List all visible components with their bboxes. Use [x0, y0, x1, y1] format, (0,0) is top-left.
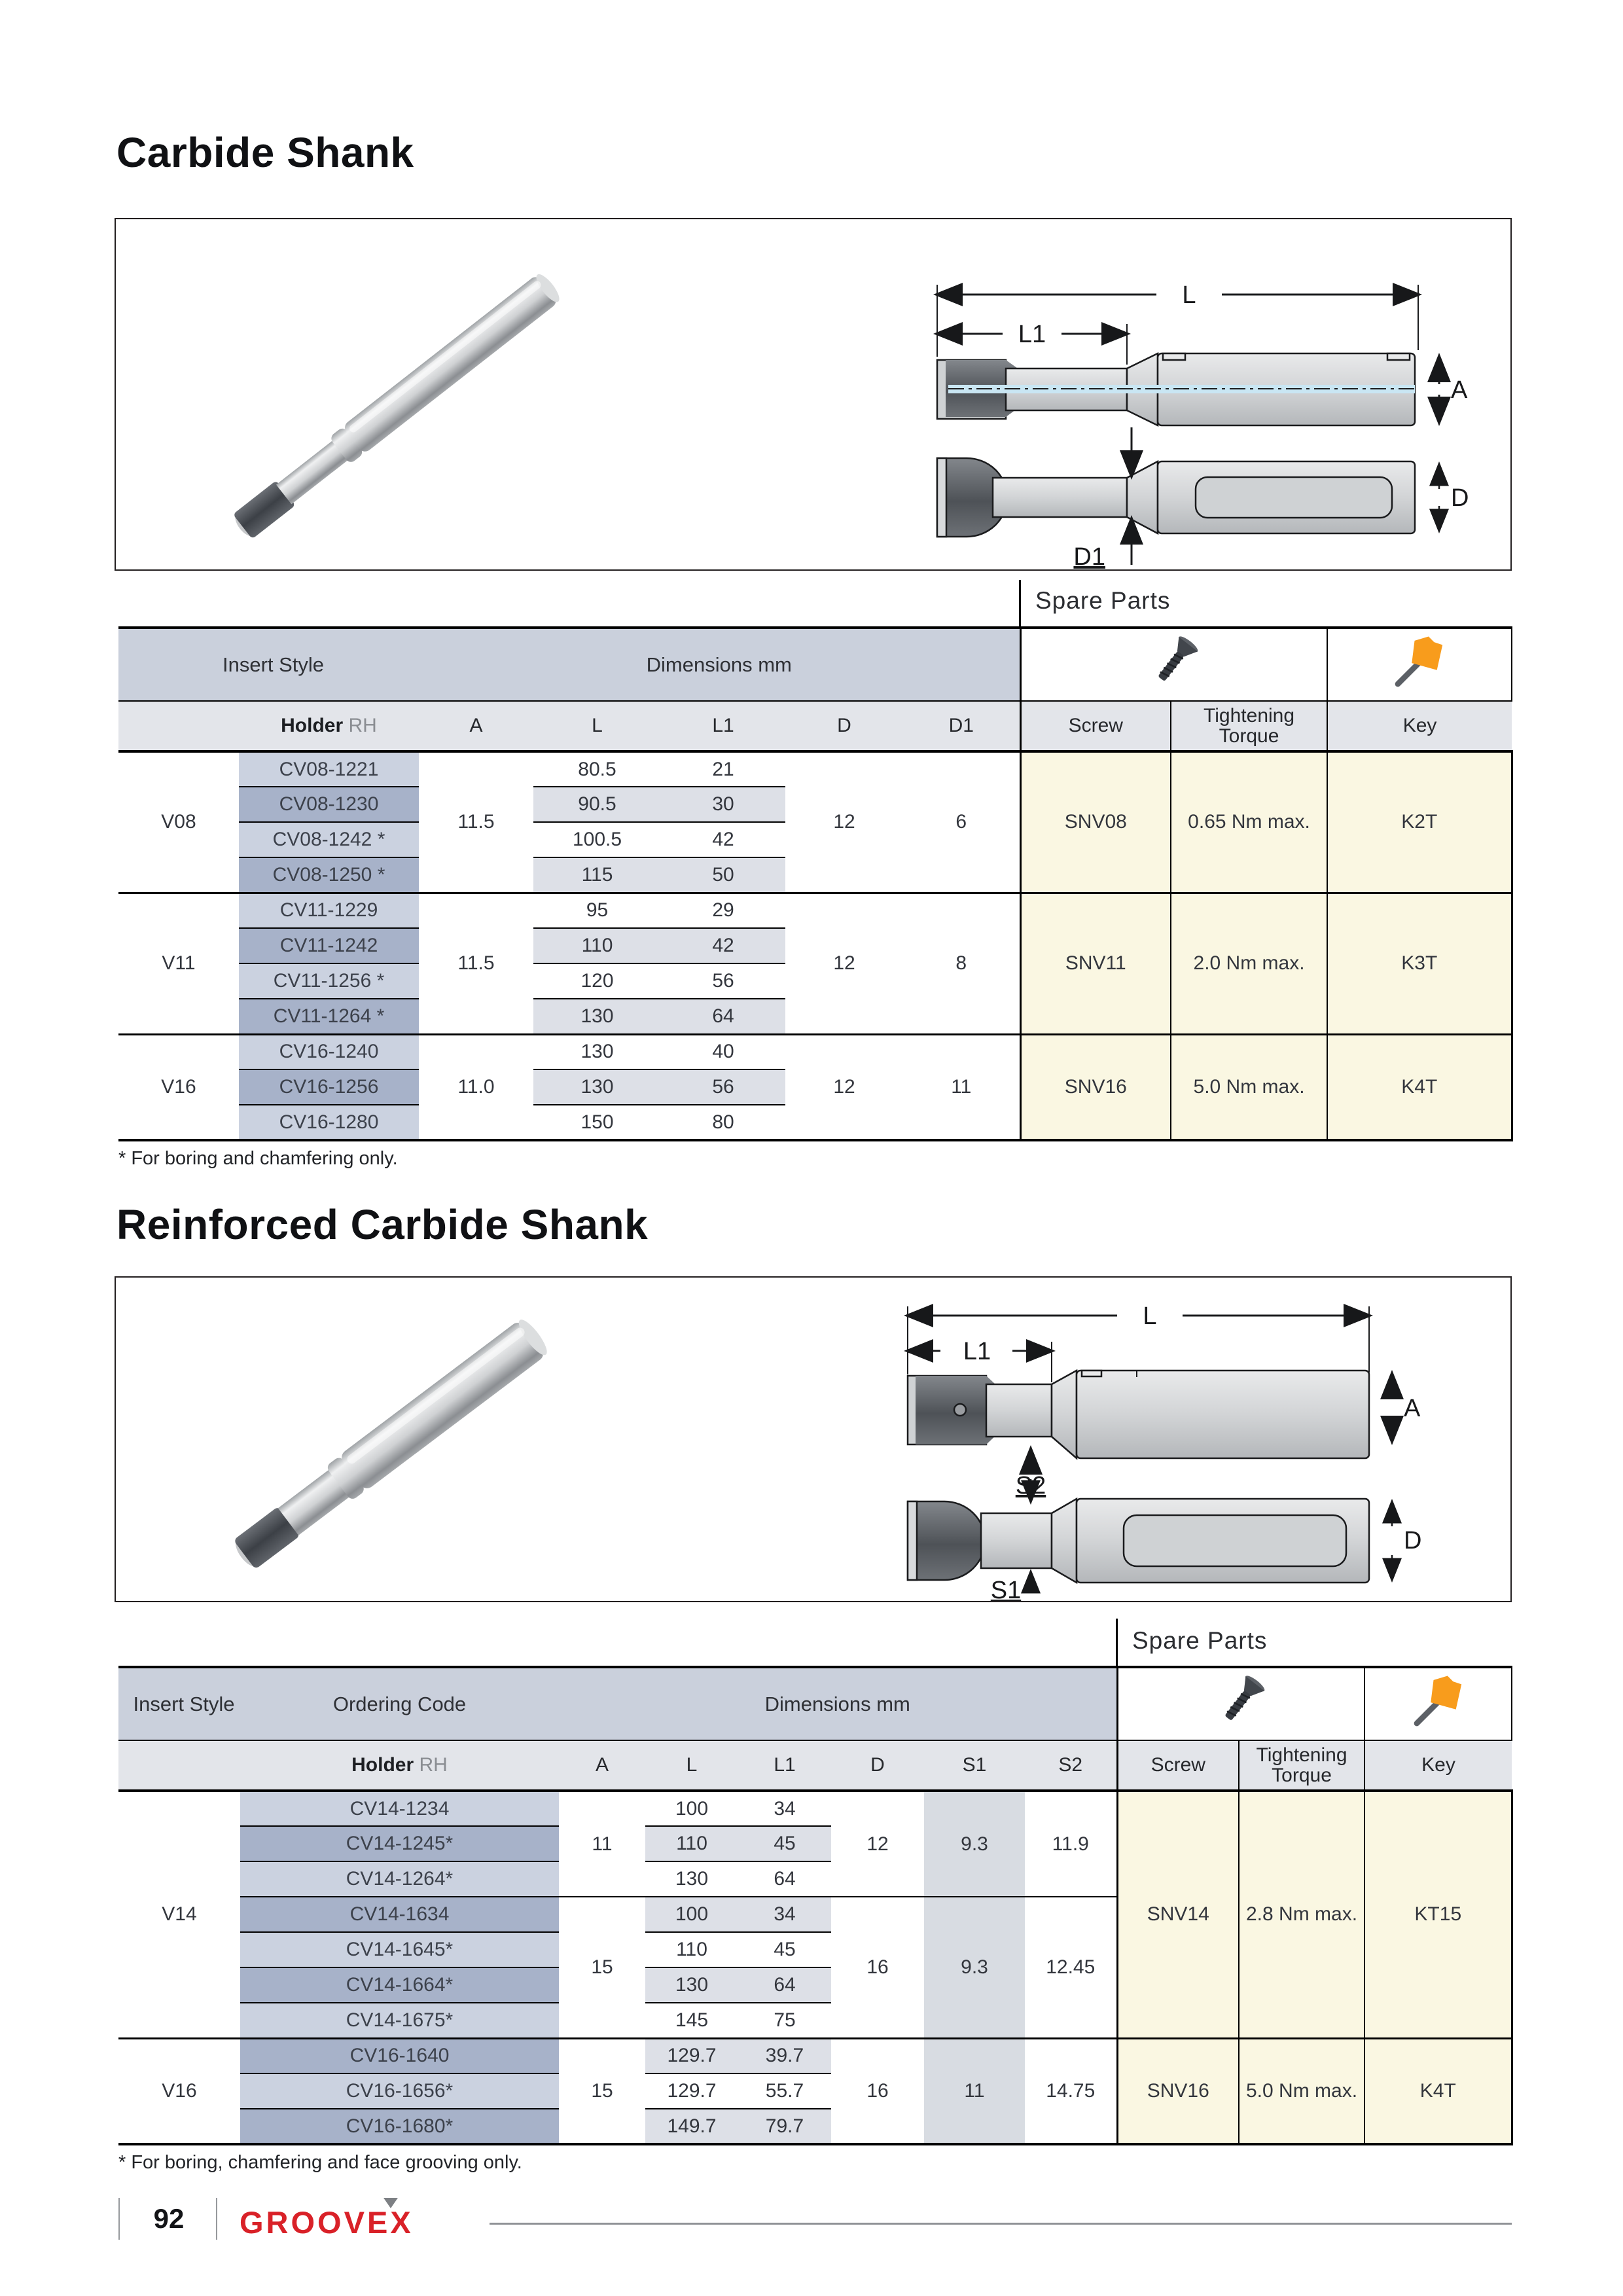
- dim-label-S2: S2: [1015, 1472, 1046, 1499]
- col-torque: Tightening Torque: [1171, 701, 1327, 751]
- dim-label-L1: L1: [963, 1338, 991, 1365]
- col-D1: D1: [903, 701, 1020, 751]
- spare-parts-divider: [1019, 580, 1021, 626]
- dim-s2-cell: 14.75: [1025, 2038, 1117, 2144]
- tool-3d-render: [229, 270, 563, 543]
- insert-style-cell: V14: [118, 1791, 240, 2038]
- table-row: V16 CV16-1240 11.0 130 40 12 11 SNV16 5.0 Nm max. K4T: [118, 1034, 1512, 1069]
- dim-s2-cell: 11.9: [1025, 1791, 1117, 1897]
- key-cell: K4T: [1327, 1034, 1512, 1140]
- empty-header: [118, 1740, 240, 1791]
- insert-style-cell: V08: [118, 751, 239, 893]
- dim-label-L: L: [1182, 281, 1196, 309]
- col-torque: Tightening Torque: [1239, 1740, 1364, 1791]
- dim-d1-cell: 6: [903, 751, 1020, 893]
- table-row: CV14-1645* 110 45: [118, 1932, 1512, 1967]
- ordering-code-cell: CV08-1242 *: [239, 822, 419, 857]
- table-row: V16 CV16-1640 15 129.7 39.7 16 11 14.75 SNV16 5.0 Nm max. K4T: [118, 2038, 1512, 2073]
- screw-photo-cell: [1020, 628, 1327, 701]
- col-L1: L1: [661, 701, 785, 751]
- screw-photo-cell: [1117, 1667, 1364, 1740]
- footer-rule: [490, 2223, 1512, 2225]
- carbide-shank-figure: [116, 219, 1510, 569]
- torx-key-icon: [1385, 631, 1454, 694]
- insert-style-header: Insert Style: [118, 1667, 240, 1740]
- dim-label-S1: S1: [990, 1577, 1022, 1601]
- screw-cell: SNV16: [1020, 1034, 1171, 1140]
- screw-cell: SNV14: [1117, 1791, 1239, 2038]
- table-row: V14 CV14-1234 11 100 34 12 9.3 11.9 SNV14 2.8 Nm max. KT15: [118, 1791, 1512, 1826]
- holder-header: Holder RH: [239, 701, 419, 751]
- key-photo-cell: [1364, 1667, 1512, 1740]
- reinforced-carbide-shank-diagram: [115, 1276, 1512, 1602]
- col-screw: Screw: [1117, 1740, 1239, 1791]
- reinforced-shank-table: [118, 1666, 1513, 2145]
- table-row: CV14-1675* 145 75: [118, 2003, 1512, 2038]
- table-subheader-row: [118, 701, 1512, 751]
- ordering-code-cell: CV11-1229: [239, 893, 419, 928]
- dim-label-D1: D1: [1073, 543, 1105, 569]
- col-D: D: [831, 1740, 924, 1791]
- table-row: CV14-1634 15 100 34 16 9.3 12.45: [118, 1897, 1512, 1932]
- ordering-code-cell: CV08-1250 *: [239, 857, 419, 893]
- screw-cell: SNV16: [1117, 2038, 1239, 2144]
- ordering-code-cell: CV08-1230: [239, 787, 419, 822]
- dim-label-D: D: [1404, 1527, 1422, 1554]
- table-row: CV11-1242 110 42: [118, 928, 1512, 963]
- logo-triangle-icon: [383, 2198, 398, 2208]
- col-S2: S2: [1025, 1740, 1117, 1791]
- footer-divider: [118, 2198, 120, 2240]
- reinforced-shank-figure: [116, 1278, 1510, 1601]
- dim-s1-cell: 9.3: [924, 1791, 1025, 1897]
- screw-cell: SNV11: [1020, 893, 1171, 1034]
- col-S1: S1: [924, 1740, 1025, 1791]
- carbide-shank-table: [118, 626, 1513, 1141]
- table-subheader-row: [118, 1740, 1512, 1791]
- holder-header: Holder RH: [240, 1740, 559, 1791]
- torque-cell: 2.8 Nm max.: [1239, 1791, 1364, 2038]
- dimensions-header: Dimensions mm: [559, 1667, 1117, 1740]
- section1-title: Carbide Shank: [116, 129, 414, 176]
- table-row: CV16-1280 150 80: [118, 1105, 1512, 1140]
- brand-logo: GROOVEX: [240, 2205, 414, 2240]
- table-row: CV08-1242 * 100.5 42: [118, 822, 1512, 857]
- footnote: * For boring and chamfering only.: [118, 1148, 398, 1169]
- screw-icon: [1205, 1670, 1277, 1733]
- table-row: CV08-1230 90.5 30: [118, 787, 1512, 822]
- insert-style-cell: V16: [118, 2038, 240, 2144]
- table-header-row: [118, 628, 1512, 701]
- key-cell: K3T: [1327, 893, 1512, 1034]
- spare-parts-label: Spare Parts: [1132, 1627, 1268, 1654]
- page-number: 92: [153, 2203, 185, 2234]
- dim-label-L1: L1: [1018, 321, 1046, 348]
- carbide-shank-diagram: [115, 218, 1512, 571]
- ordering-code-cell: CV14-1234: [240, 1791, 559, 1826]
- key-cell: K2T: [1327, 751, 1512, 893]
- table-row: [118, 751, 1512, 787]
- insert-style-cell: V11: [118, 893, 239, 1034]
- dim-label-A: A: [1451, 376, 1468, 404]
- table-header-row: [118, 1667, 1512, 1740]
- col-L1: L1: [738, 1740, 831, 1791]
- dim-label-A: A: [1404, 1395, 1421, 1422]
- torx-key-icon: [1404, 1670, 1472, 1733]
- key-cell: KT15: [1364, 1791, 1512, 2038]
- footer-divider: [216, 2198, 217, 2240]
- table-row: CV16-1256 130 56: [118, 1069, 1512, 1105]
- table-row: V11 CV11-1229 11.5 95 29 12 8 SNV11 2.0 Nm max. K3T: [118, 893, 1512, 928]
- empty-header: [118, 701, 239, 751]
- torque-cell: 2.0 Nm max.: [1171, 893, 1327, 1034]
- spare-parts-label: Spare Parts: [1035, 587, 1171, 614]
- table-row: CV16-1656* 129.7 55.7: [118, 2073, 1512, 2109]
- side-view-drawing: [908, 1306, 1392, 1471]
- top-view-drawing: [908, 1479, 1392, 1590]
- col-A: A: [419, 701, 533, 751]
- ordering-code-cell: CV08-1221: [239, 751, 419, 787]
- col-L: L: [533, 701, 661, 751]
- dimensions-header: Dimensions mm: [419, 628, 1020, 701]
- table-row: CV14-1264* 130 64: [118, 1861, 1512, 1897]
- page-footer: [0, 2194, 1623, 2253]
- torque-cell: 5.0 Nm max.: [1239, 2038, 1364, 2144]
- table-row: CV11-1264 * 130 64: [118, 999, 1512, 1034]
- col-screw: Screw: [1020, 701, 1171, 751]
- key-photo-cell: [1327, 628, 1512, 701]
- dim-d-cell: 12: [785, 751, 903, 893]
- dim-label-D: D: [1451, 484, 1469, 512]
- table-row: CV08-1250 * 115 50: [118, 857, 1512, 893]
- spare-parts-divider: [1116, 1619, 1118, 1666]
- dim-l-cell: 80.5: [533, 751, 661, 787]
- torque-cell: 5.0 Nm max.: [1171, 1034, 1327, 1140]
- tool-3d-render: [228, 1316, 552, 1575]
- torque-cell: 0.65 Nm max.: [1171, 751, 1327, 893]
- dim-label-L: L: [1143, 1302, 1157, 1330]
- insert-style-header: Insert Style: [118, 628, 419, 701]
- col-A: A: [559, 1740, 645, 1791]
- top-view-drawing: [937, 427, 1439, 565]
- col-key: Key: [1364, 1740, 1512, 1791]
- dim-s1-cell: 9.3: [924, 1897, 1025, 2038]
- footnote: * For boring, chamfering and face grooving only.: [118, 2152, 522, 2173]
- dim-l1-cell: 21: [661, 751, 785, 787]
- screw-cell: SNV08: [1020, 751, 1171, 893]
- section2-title: Reinforced Carbide Shank: [116, 1201, 649, 1248]
- screw-icon: [1138, 631, 1210, 694]
- key-cell: K4T: [1364, 2038, 1512, 2144]
- dim-s1-cell: 11: [924, 2038, 1025, 2144]
- table-row: CV14-1664* 130 64: [118, 1967, 1512, 2003]
- dim-a-cell: 11.5: [419, 751, 533, 893]
- table-row: CV11-1256 * 120 56: [118, 963, 1512, 999]
- insert-style-cell: V16: [118, 1034, 239, 1140]
- ordering-code-header: Ordering Code: [240, 1667, 559, 1740]
- table-row: CV14-1245* 110 45: [118, 1826, 1512, 1861]
- col-key: Key: [1327, 701, 1512, 751]
- col-L: L: [645, 1740, 738, 1791]
- dim-s2-cell: 12.45: [1025, 1897, 1117, 2038]
- ordering-code-cell: CV16-1240: [239, 1034, 419, 1069]
- table-row: CV16-1680* 149.7 79.7: [118, 2109, 1512, 2144]
- col-D: D: [785, 701, 903, 751]
